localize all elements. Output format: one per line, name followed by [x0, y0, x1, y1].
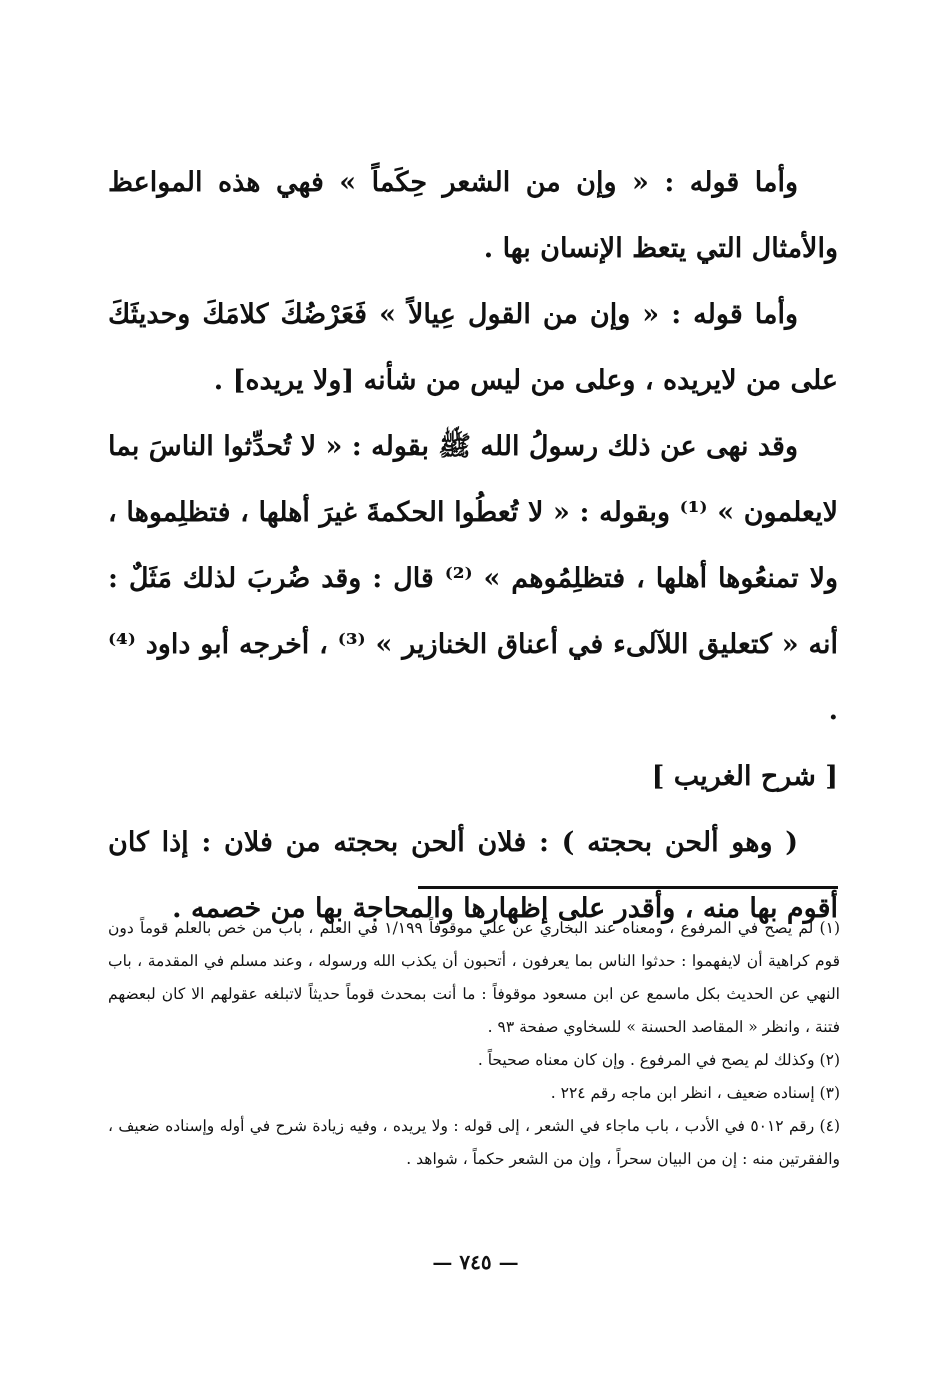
page-number: — ٧٤٥ — — [432, 1250, 519, 1274]
paragraph-alhan-definition: ( وهو ألحن بحجته ) : فلان ألحن بحجته من فلان : إذا كان أقوم بها منه ، وأقدر على إظهارها والمحاجة بها من خصمه . — [108, 827, 838, 924]
paragraph-poetry-wisdom: وأما قوله : « وإن من الشعر حِكَماً » فهي هذه المواعظ والأمثال التي يتعظ الإنسان بها . — [108, 167, 838, 264]
paragraph-prophet-hadith: وقد نهى عن ذلك رسولُ الله ﷺ بقوله : « لا تُحدِّثوا الناسَ بما لايعلمون » ⁽¹⁾ وبقوله : « لا تُعطُوا الحكمةَ غيرَ أهلها ، فتظلِموها ، ولا تمنعُوها أهلها ، فتظلِمُوهم » ⁽²⁾ قال : وقد ضُربَ لذلك مَثَلٌ : أنه « كتعليق اللآلىء في أعناق الخنازير » ⁽³⁾ ، أخرجه أبو داود ⁽⁴⁾ . — [108, 431, 839, 726]
footnote-2: (٢) وكذلك لم يصح في المرفوع . وإن كان معناه صحيحاً . — [477, 1051, 840, 1069]
paragraph-speech-burden: وأما قوله : « وإن من القول عِيالاً » فَعَرْضُكَ كلامَكَ وحديثَكَ على من لايريده ، وعلى من ليس من شأنه [ولا يريده] . — [108, 299, 838, 396]
footnote-3: (٣) إسناده ضعيف ، انظر ابن ماجه رقم ٢٢٤ . — [550, 1084, 840, 1102]
footnote-separator — [418, 886, 838, 889]
footnotes — [108, 912, 840, 1176]
footnote-1: (١) لم يصح في المرفوع ، ومعناه عند البخاري عن علي موقوفاً ١/١٩٩ في العلم ، باب من خص بالعلم قوماً دون قوم كراهية أن لايفهموا : حدثوا الناس بما يعرفون ، أتحبون أن يكذب الله ورسوله ، وعند مسلم في المقدمة ، باب النهي عن الحديث بكل ماسمع عن ابن مسعود موقوفاً : ما أنت بمحدث قوماً حديثاً لاتبلغه عقولهم الا كان لبعضهم فتنة ، وانظر « المقاصد الحسنة » للسخاوي صفحة ٩٣ . — [108, 919, 840, 1036]
main-text — [108, 150, 838, 942]
section-heading-gharib: [ شرح الغريب ] — [651, 761, 838, 792]
footnote-4: (٤) رقم ٥٠١٢ في الأدب ، باب ماجاء في الشعر ، إلى قوله : ولا يريده ، وفيه زيادة شرح في أوله وإسناده ضعيف ، والفقرتين منه : إن من البيان سحراً ، وإن من الشعر حكماً ، شواهد . — [108, 1117, 840, 1168]
